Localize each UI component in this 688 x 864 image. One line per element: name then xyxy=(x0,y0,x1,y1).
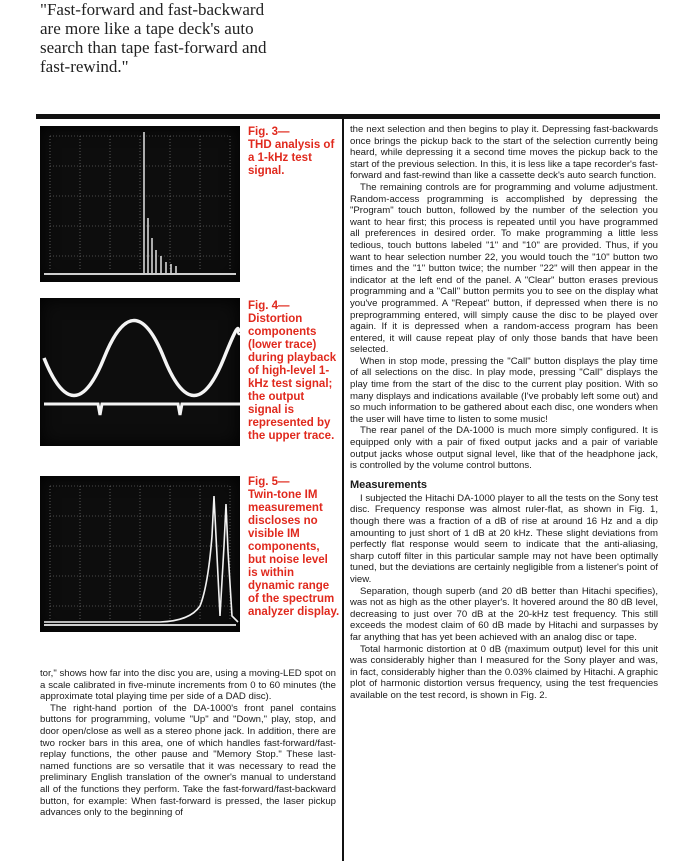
fig4-caption xyxy=(248,300,340,443)
fig5-scope-photo xyxy=(40,476,240,632)
body-paragraph: The rear panel of the DA-1000 is much more simply configured. It is equipped only with a pair of fixed output jacks and a pair of variable output jacks whose output signal level, like that of the headphone jack, is controlled by the volume control buttons. xyxy=(350,425,658,472)
body-paragraph: When in stop mode, pressing the "Call" button displays the play time of all selections on the disc. In play mode, pressing "Call" displays the play time from the start of the disc to the current play position. With so many displays and indications available (I've probably left some out) and so much information to be gathered about each disc, one wonders when the user will have time to listen to some music! xyxy=(350,355,658,425)
section-heading-measurements: Measurements xyxy=(350,478,428,491)
fig3-caption xyxy=(248,126,340,178)
section-rule xyxy=(36,114,660,119)
fig4-scope-photo xyxy=(40,298,240,446)
fig4-number: Fig. 4— xyxy=(248,300,290,312)
fig5-caption xyxy=(248,476,340,619)
fig5-number: Fig. 5— xyxy=(248,476,290,488)
pull-quote: "Fast-forward and fast-backward are more like a tape deck's auto search than tape fast-forward and fast-rewind." xyxy=(40,0,267,76)
body-paragraph: Separation, though superb (and 20 dB better than Hitachi specifies), was not as high as the other player's. It hovered around the 80 dB level, decreasing to just over 70 dB at the 20-kHz test frequency. This still exceeds the modest claim of 60 dB made by Hitachi and surpasses by far anything that has yet been achieved with an analog disc or tape. xyxy=(350,585,658,643)
left-column-text xyxy=(40,668,336,819)
column-divider xyxy=(342,119,344,861)
right-column-text xyxy=(350,124,658,702)
fig4-text: Distortion components (lower trace) during playback of high-level 1-kHz test signal; the output signal is represented by the upper trace. xyxy=(248,313,337,442)
body-paragraph: The right-hand portion of the DA-1000's front panel contains buttons for programming, volume "Up" and "Down," play, stop, and door open/close as well as a stereo phone jack. In addition, there are two rocker bars in this area, one of which handles fast-forward/fast-replay functions, the other pause and "Memory Stop." These last-named functions are so versatile that it was necessary to read the preliminary English translation of the owner's manual to understand all of the functions they perform. Take the fast-forward/fast-backward button, for example: When fast-forward is pressed, the laser pickup advances only to the beginning of xyxy=(40,702,336,819)
fig5-text: Twin-tone IM measurement discloses no visible IM components, but noise level is within dynamic range of the spectrum analyzer display. xyxy=(248,489,340,618)
fig3-scope-photo xyxy=(40,126,240,282)
body-paragraph: The remaining controls are for programming and volume adjustment. Random-access programming is accomplished by depressing the "Program" touch button, followed by the number of the selection you want to hear first; this process is repeated until you have programmed all preferences in desired order. To make programming a little less tedious, touch buttons labeled "1" and "10" are provided. Thus, if you want to hear selection number 22, you would touch the "10" button two times and the "1" button twice; the number "22" will then appear in the indicator at the left end of the panel. A "Clear" button erases previous programming and a "Call" button permits you to see on the display what you've programmed. A "Repeat" button, if depressed when there is no preprogramming entered, will simply cause the disc to be played over again. If it is depressed when a random-access program has been entered, it will cause repeat play of only those bands that have been selected. xyxy=(350,181,658,356)
body-paragraph: the next selection and then begins to play it. Depressing fast-backwards once brings the pickup back to the start of the selection currently being heard, while depressing it a second time moves the pickup back to the start of the previous selection. In this, it is less like a tape recorder's fast-forward and fast-rewind than like a cassette deck's auto search function. xyxy=(350,124,658,182)
fig3-number: Fig. 3— xyxy=(248,126,290,138)
body-paragraph: Total harmonic distortion at 0 dB (maximum output) level for this unit was considerably higher than I measured for the Sony player and was, in fact, considerably higher than the 0.03% claimed by Hitachi. A graphic plot of harmonic distortion versus frequency, using the test frequencies available on the test record, is shown in Fig. 2. xyxy=(350,643,658,701)
body-paragraph: tor," shows how far into the disc you are, using a moving-LED spot on a scale calibrated in five-minute increments from 0 to 60 minutes (the approximate total playing time per side of a DAD disc). xyxy=(40,668,336,703)
body-paragraph: I subjected the Hitachi DA-1000 player to all the tests on the Sony test disc. Frequency response was almost ruler-flat, as shown in Fig. 1, though there was a fraction of a dB of rise at around 16 Hz and a dip amounting to just short of 1 dB at 20 kHz. These slight deviations from perfectly flat response would seem to indicate that the anti-aliasing, sharp cutoff filter in this particular sample may not have been optimally tuned, but the deviations are certainly negligible from a listener's point of view. xyxy=(350,492,658,585)
fig3-text: THD analysis of a 1-kHz test signal. xyxy=(248,139,335,177)
